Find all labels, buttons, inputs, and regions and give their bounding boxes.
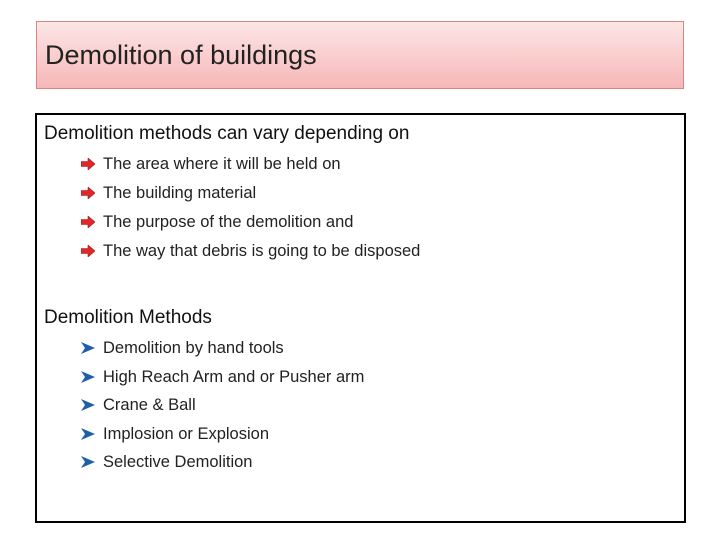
list-item — [81, 185, 420, 214]
list-item — [81, 397, 364, 426]
list-item-label: High Reach Arm and or Pusher arm — [103, 367, 365, 386]
red-arrow-icon — [81, 216, 95, 228]
list-item-label: The building material — [103, 184, 257, 202]
blue-chevron-icon — [81, 342, 95, 354]
blue-chevron-icon — [81, 371, 95, 383]
list-item — [81, 214, 420, 243]
list-item — [81, 243, 420, 272]
factors-list — [81, 156, 420, 272]
blue-chevron-icon — [81, 456, 95, 468]
blue-chevron-icon — [81, 428, 95, 440]
red-arrow-icon — [81, 187, 95, 199]
list-item — [81, 156, 420, 185]
list-item-label: The area where it will be held on — [103, 155, 341, 173]
list-item-label: The way that debris is going to be disposed — [103, 242, 421, 260]
title-box — [36, 21, 684, 89]
list-item — [81, 454, 364, 483]
list-item — [81, 340, 364, 369]
blue-chevron-icon — [81, 399, 95, 411]
list-item — [81, 369, 364, 398]
red-arrow-icon — [81, 158, 95, 170]
content-box — [35, 113, 686, 523]
red-arrow-icon — [81, 245, 95, 257]
list-item-label: Crane & Ball — [103, 396, 196, 415]
section-heading-methods: Demolition Methods — [44, 307, 212, 328]
list-item-label: Selective Demolition — [103, 453, 253, 472]
list-item — [81, 426, 364, 455]
list-item-label: Demolition by hand tools — [103, 339, 284, 357]
methods-list — [81, 340, 364, 483]
slide-title: Demolition of buildings — [45, 40, 317, 70]
list-item-label: Implosion or Explosion — [103, 424, 269, 443]
list-item-label: The purpose of the demolition and — [103, 213, 354, 231]
section-heading-depending-on: Demolition methods can vary depending on — [44, 123, 410, 144]
